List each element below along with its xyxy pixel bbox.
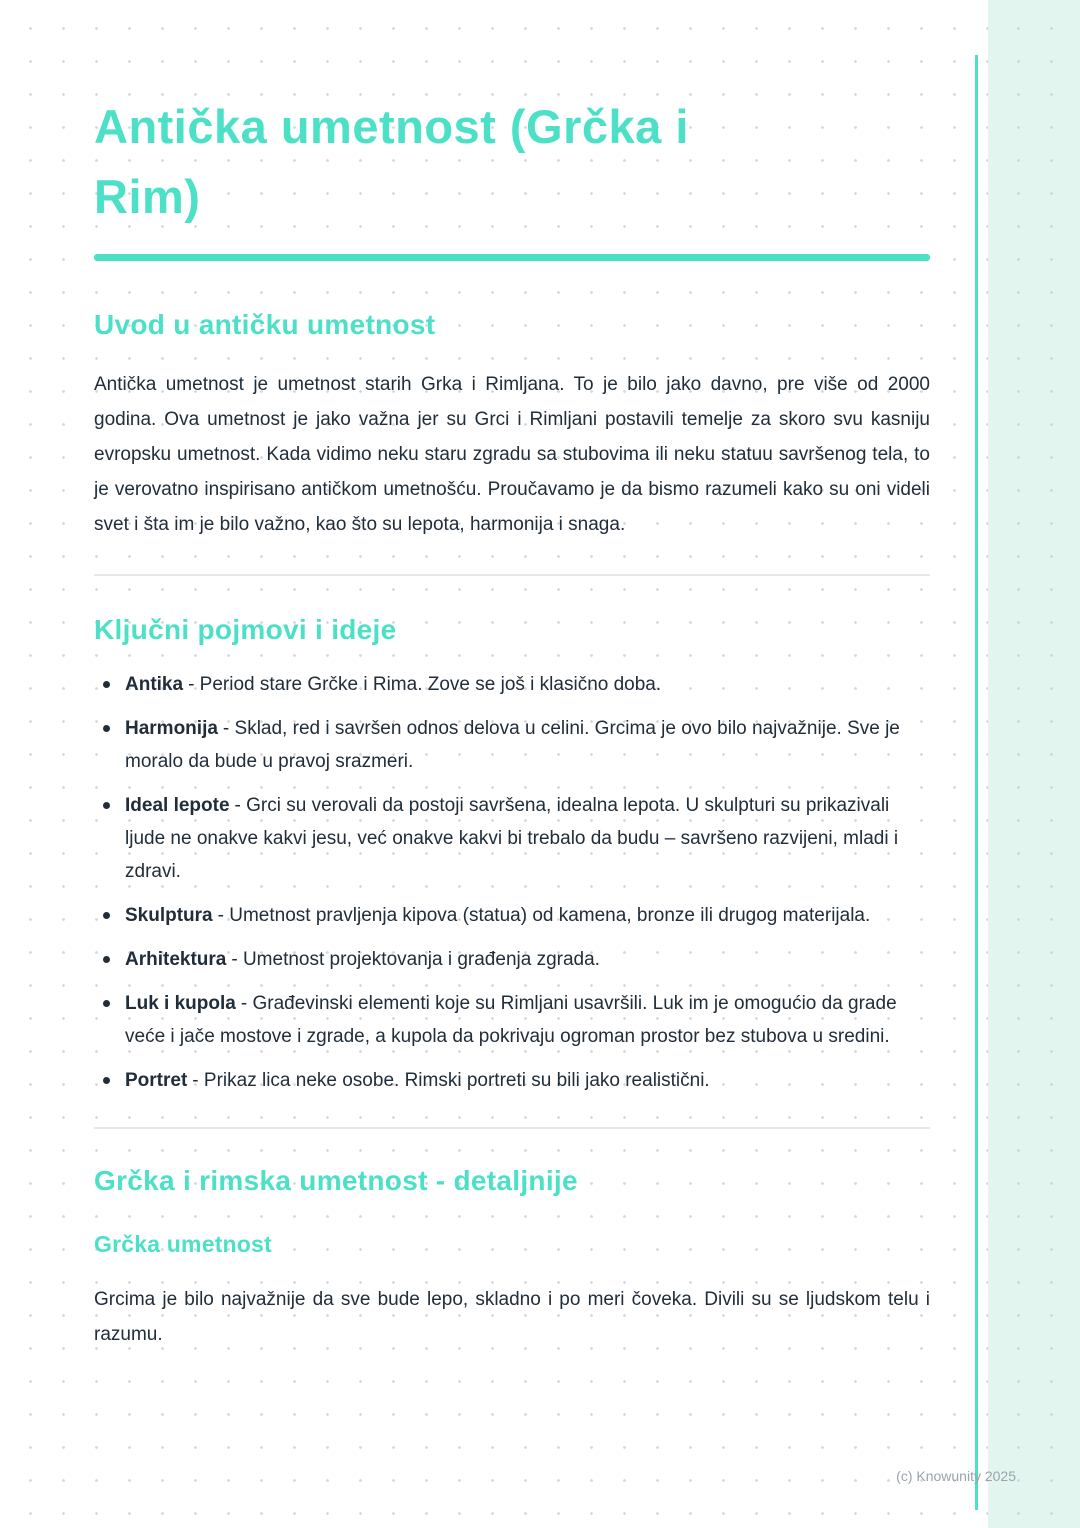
concept-term: Ideal lepote xyxy=(125,795,230,816)
intro-paragraph: Antička umetnost je umetnost starih Grka i Rimljana. To je bilo jako davno, pre više od 2000 godina. Ova umetnost je jako važna jer su Grci i Rimljani postavili temelje za skoro svu kasniju evropsku umetnost. Kada vidimo neku staru zgradu sa stubovima ili neku statuu savršenog tela, to je verovatno inspirisano antičkom umetnošću. Proučavamo je da bismo razumeli kako su oni videli svet i šta im je bilo važno, kao što su lepota, harmonija i snaga. xyxy=(94,374,930,535)
copyright-notice: (c) Knowunity 2025 xyxy=(896,1468,1016,1484)
concept-list xyxy=(94,668,930,1097)
concept-term: Arhitektura xyxy=(125,949,227,970)
section-divider xyxy=(94,574,930,576)
greek-art-paragraph: Grcima je bilo najvažnije da sve bude lepo, skladno i po meri čoveka. Divili su se ljudskom telu i razumu. xyxy=(94,1289,930,1345)
section-heading-concepts: Ključni pojmovi i ideje xyxy=(94,614,397,645)
list-item xyxy=(94,1064,930,1097)
concept-desc: - Sklad, red i savršen odnos delova u celini. Grcima je ovo bilo najvažnije. Sve je moralo da bude u pravoj srazmeri. xyxy=(125,718,900,772)
concept-desc: - Prikaz lica neke osobe. Rimski portreti su bili jako realistični. xyxy=(192,1070,710,1091)
concept-desc: - Umetnost pravljenja kipova (statua) od kamena, bronze ili drugog materijala. xyxy=(217,905,871,926)
list-item xyxy=(94,943,930,976)
section-heading-details: Grčka i rimska umetnost - detaljnije xyxy=(94,1165,578,1196)
page-title xyxy=(94,92,930,232)
document-content xyxy=(94,0,930,1352)
concept-desc: - Građevinski elementi koje su Rimljani usavršili. Luk im je omogućio da grade veće i jače mostove i zgrade, a kupola da pokrivaju ogroman prostor bez stubova u sredini. xyxy=(125,993,897,1047)
right-accent-line xyxy=(975,55,978,1510)
list-item xyxy=(94,987,930,1053)
list-item xyxy=(94,668,930,701)
concept-term: Portret xyxy=(125,1070,188,1091)
list-item xyxy=(94,789,930,888)
concept-term: Skulptura xyxy=(125,905,213,926)
list-item xyxy=(94,712,930,778)
list-item xyxy=(94,899,930,932)
title-underline-rule xyxy=(94,254,930,261)
subsection-heading-greek-art: Grčka umetnost xyxy=(94,1231,272,1257)
right-margin-strip xyxy=(988,0,1080,1528)
concept-desc: - Period stare Grčke i Rima. Zove se još i klasično doba. xyxy=(188,674,662,695)
concept-desc: - Grci su verovali da postoji savršena, idealna lepota. U skulpturi su prikazivali ljude ne onakve kakvi jesu, već onakve kakvi bi trebalo da budu – savršeno razvijeni, mladi i zdravi. xyxy=(125,795,899,882)
concept-term: Luk i kupola xyxy=(125,993,236,1014)
page-title-line2: Rim) xyxy=(94,170,201,223)
concept-term: Antika xyxy=(125,674,184,695)
section-heading-intro: Uvod u antičku umetnost xyxy=(94,309,436,340)
section-divider xyxy=(94,1127,930,1129)
page-title-line1: Antička umetnost (Grčka i xyxy=(94,100,689,153)
concept-term: Harmonija xyxy=(125,718,218,739)
concept-desc: - Umetnost projektovanja i građenja zgrada. xyxy=(231,949,600,970)
